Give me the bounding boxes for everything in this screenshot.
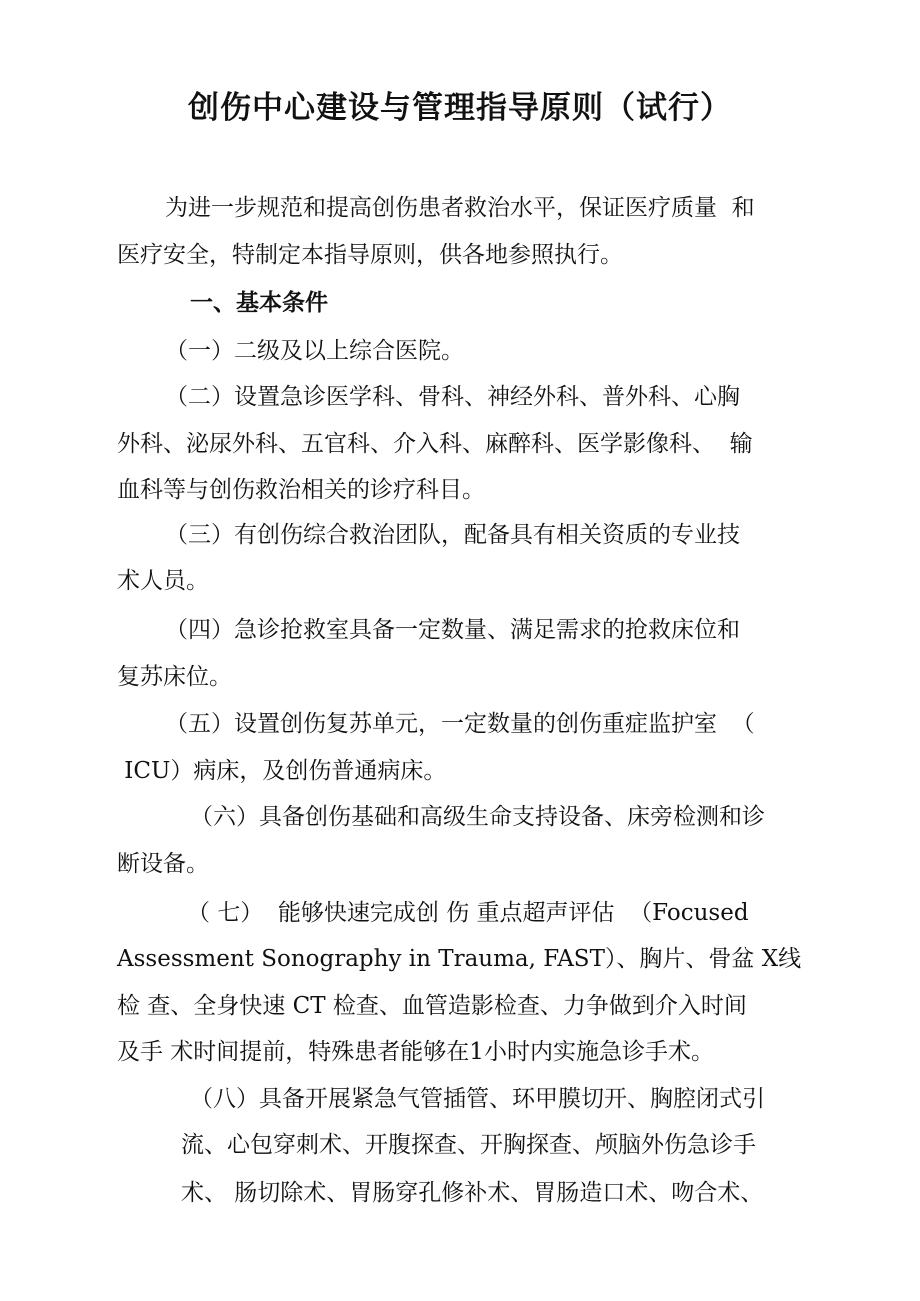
intro-line-1: 为进一步规范和提高创伤患者救治水平，保证医疗质量 和 <box>165 195 755 221</box>
document-title: 创伤中心建设与管理指导原则（试行） <box>188 90 732 126</box>
item-6-line-2: 断设备。 <box>117 851 209 877</box>
item-3-line-1: （三）有创伤综合救治团队，配备具有相关资质的专业技 <box>165 522 740 548</box>
item-8-line-3: 术、 肠切除术、胃肠穿孔修补术、胃肠造口术、吻合术、 <box>181 1180 764 1206</box>
item-7-line-2: Assessment Sonography in Trauma, FAST）、胸片、骨盆 X线 <box>117 946 802 972</box>
item-2-line-2: 外科、泌尿外科、五官科、介入科、麻醉科、医学影像科、 输 <box>117 431 753 457</box>
item-2-line-1: （二）设置急诊医学科、骨科、神经外科、普外科、心胸 <box>165 384 740 410</box>
item-7-line-3: 检 查、全身快速 CT 检查、血管造影检查、力争做到介入时间 <box>117 993 747 1019</box>
item-7-line-4: 及手 术时间提前，特殊患者能够在1小时内实施急诊手术。 <box>117 1039 714 1065</box>
section-heading-basic-conditions: 一、基本条件 <box>190 290 328 316</box>
intro-line-2: 医疗安全，特制定本指导原则，供各地参照执行。 <box>117 242 623 268</box>
item-5-line-1: （五）设置创伤复苏单元，一定数量的创伤重症监护室 （ <box>165 711 755 737</box>
item-7-line-1: （ 七） 能够快速完成创 伤 重点超声评估 （Focused <box>187 900 749 926</box>
item-4-line-2: 复苏床位。 <box>117 664 232 690</box>
item-1-line-1: （一）二级及以上综合医院。 <box>165 338 464 364</box>
item-3-line-2: 术人员。 <box>117 568 209 594</box>
item-8-line-1: （八）具备开展紧急气管插管、环甲膜切开、胸腔闭式引 <box>190 1086 765 1112</box>
item-2-line-3: 血科等与创伤救治相关的诊疗科目。 <box>117 477 485 503</box>
item-8-line-2: 流、心包穿刺术、开腹探查、开胸探查、颅脑外伤急诊手 <box>181 1132 756 1158</box>
item-6-line-1: （六）具备创伤基础和高级生命支持设备、床旁检测和诊 <box>190 804 765 830</box>
item-4-line-1: （四）急诊抢救室具备一定数量、满足需求的抢救床位和 <box>165 617 740 643</box>
item-5-line-2: ICU）病床，及创伤普通病床。 <box>117 758 447 784</box>
